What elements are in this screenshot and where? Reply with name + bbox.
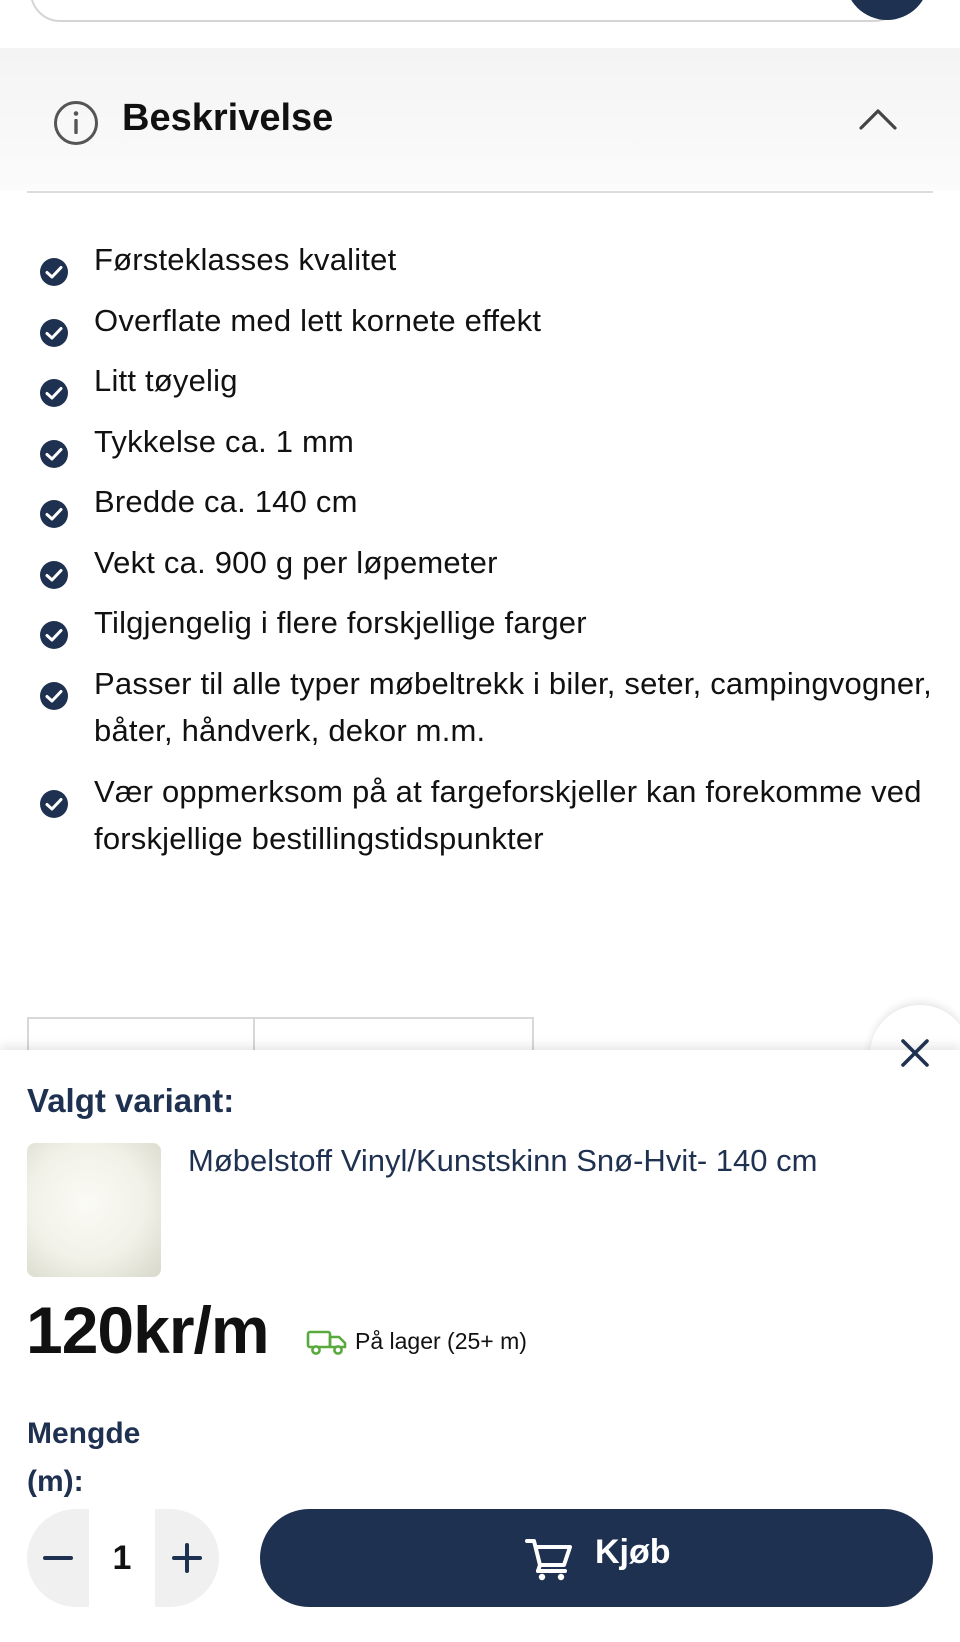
buy-button-label: Kjøb: [595, 1533, 671, 1571]
variant-thumbnail: [27, 1143, 161, 1277]
info-icon: [53, 100, 99, 146]
check-circle-icon: [38, 619, 70, 651]
feature-text: Vær oppmerksom på at fargeforskjeller kan forekomme ved forskjellige bestillingstidspunkter: [94, 774, 922, 856]
close-icon[interactable]: [898, 1036, 932, 1070]
search-input[interactable]: [30, 0, 904, 22]
plus-icon[interactable]: [155, 1509, 219, 1607]
truck-icon: [306, 1328, 348, 1356]
check-circle-icon: [38, 498, 70, 530]
quantity-stepper: [27, 1509, 219, 1607]
feature-text: Tykkelse ca. 1 mm: [94, 424, 355, 459]
quantity-input[interactable]: 1: [89, 1509, 155, 1607]
price: 120kr/m: [26, 1293, 269, 1367]
check-circle-icon: [38, 256, 70, 288]
variant-name[interactable]: Møbelstoff Vinyl/Kunstskinn Snø-Hvit- 140 cm: [188, 1143, 818, 1178]
cart-icon: [525, 1537, 573, 1581]
feature-text: Førsteklasses kvalitet: [94, 242, 397, 277]
check-circle-icon: [38, 438, 70, 470]
feature-text: Passer til alle typer møbeltrekk i biler, seter, campingvogner, båter, håndverk, dekor m.m.: [94, 666, 932, 748]
quantity-label: Mengde (m):: [27, 1417, 141, 1498]
check-circle-icon: [38, 559, 70, 591]
minus-icon[interactable]: [27, 1509, 89, 1607]
check-circle-icon: [38, 680, 70, 712]
feature-text: Overflate med lett kornete effekt: [94, 303, 542, 338]
check-circle-icon: [38, 317, 70, 349]
divider: [27, 191, 933, 193]
feature-text: Tilgjengelig i flere forskjellige farger: [94, 605, 587, 640]
check-circle-icon: [38, 788, 70, 820]
feature-text: Vekt ca. 900 g per løpemeter: [94, 545, 498, 580]
stock-status: På lager (25+ m): [355, 1328, 527, 1354]
check-circle-icon: [38, 377, 70, 409]
feature-text: Bredde ca. 140 cm: [94, 484, 358, 519]
accordion-title: Beskrivelse: [122, 97, 334, 139]
feature-text: Litt tøyelig: [94, 363, 238, 398]
selected-variant-label: Valgt variant:: [27, 1082, 235, 1119]
buy-button[interactable]: [260, 1509, 933, 1607]
chevron-up-icon[interactable]: [858, 104, 898, 132]
